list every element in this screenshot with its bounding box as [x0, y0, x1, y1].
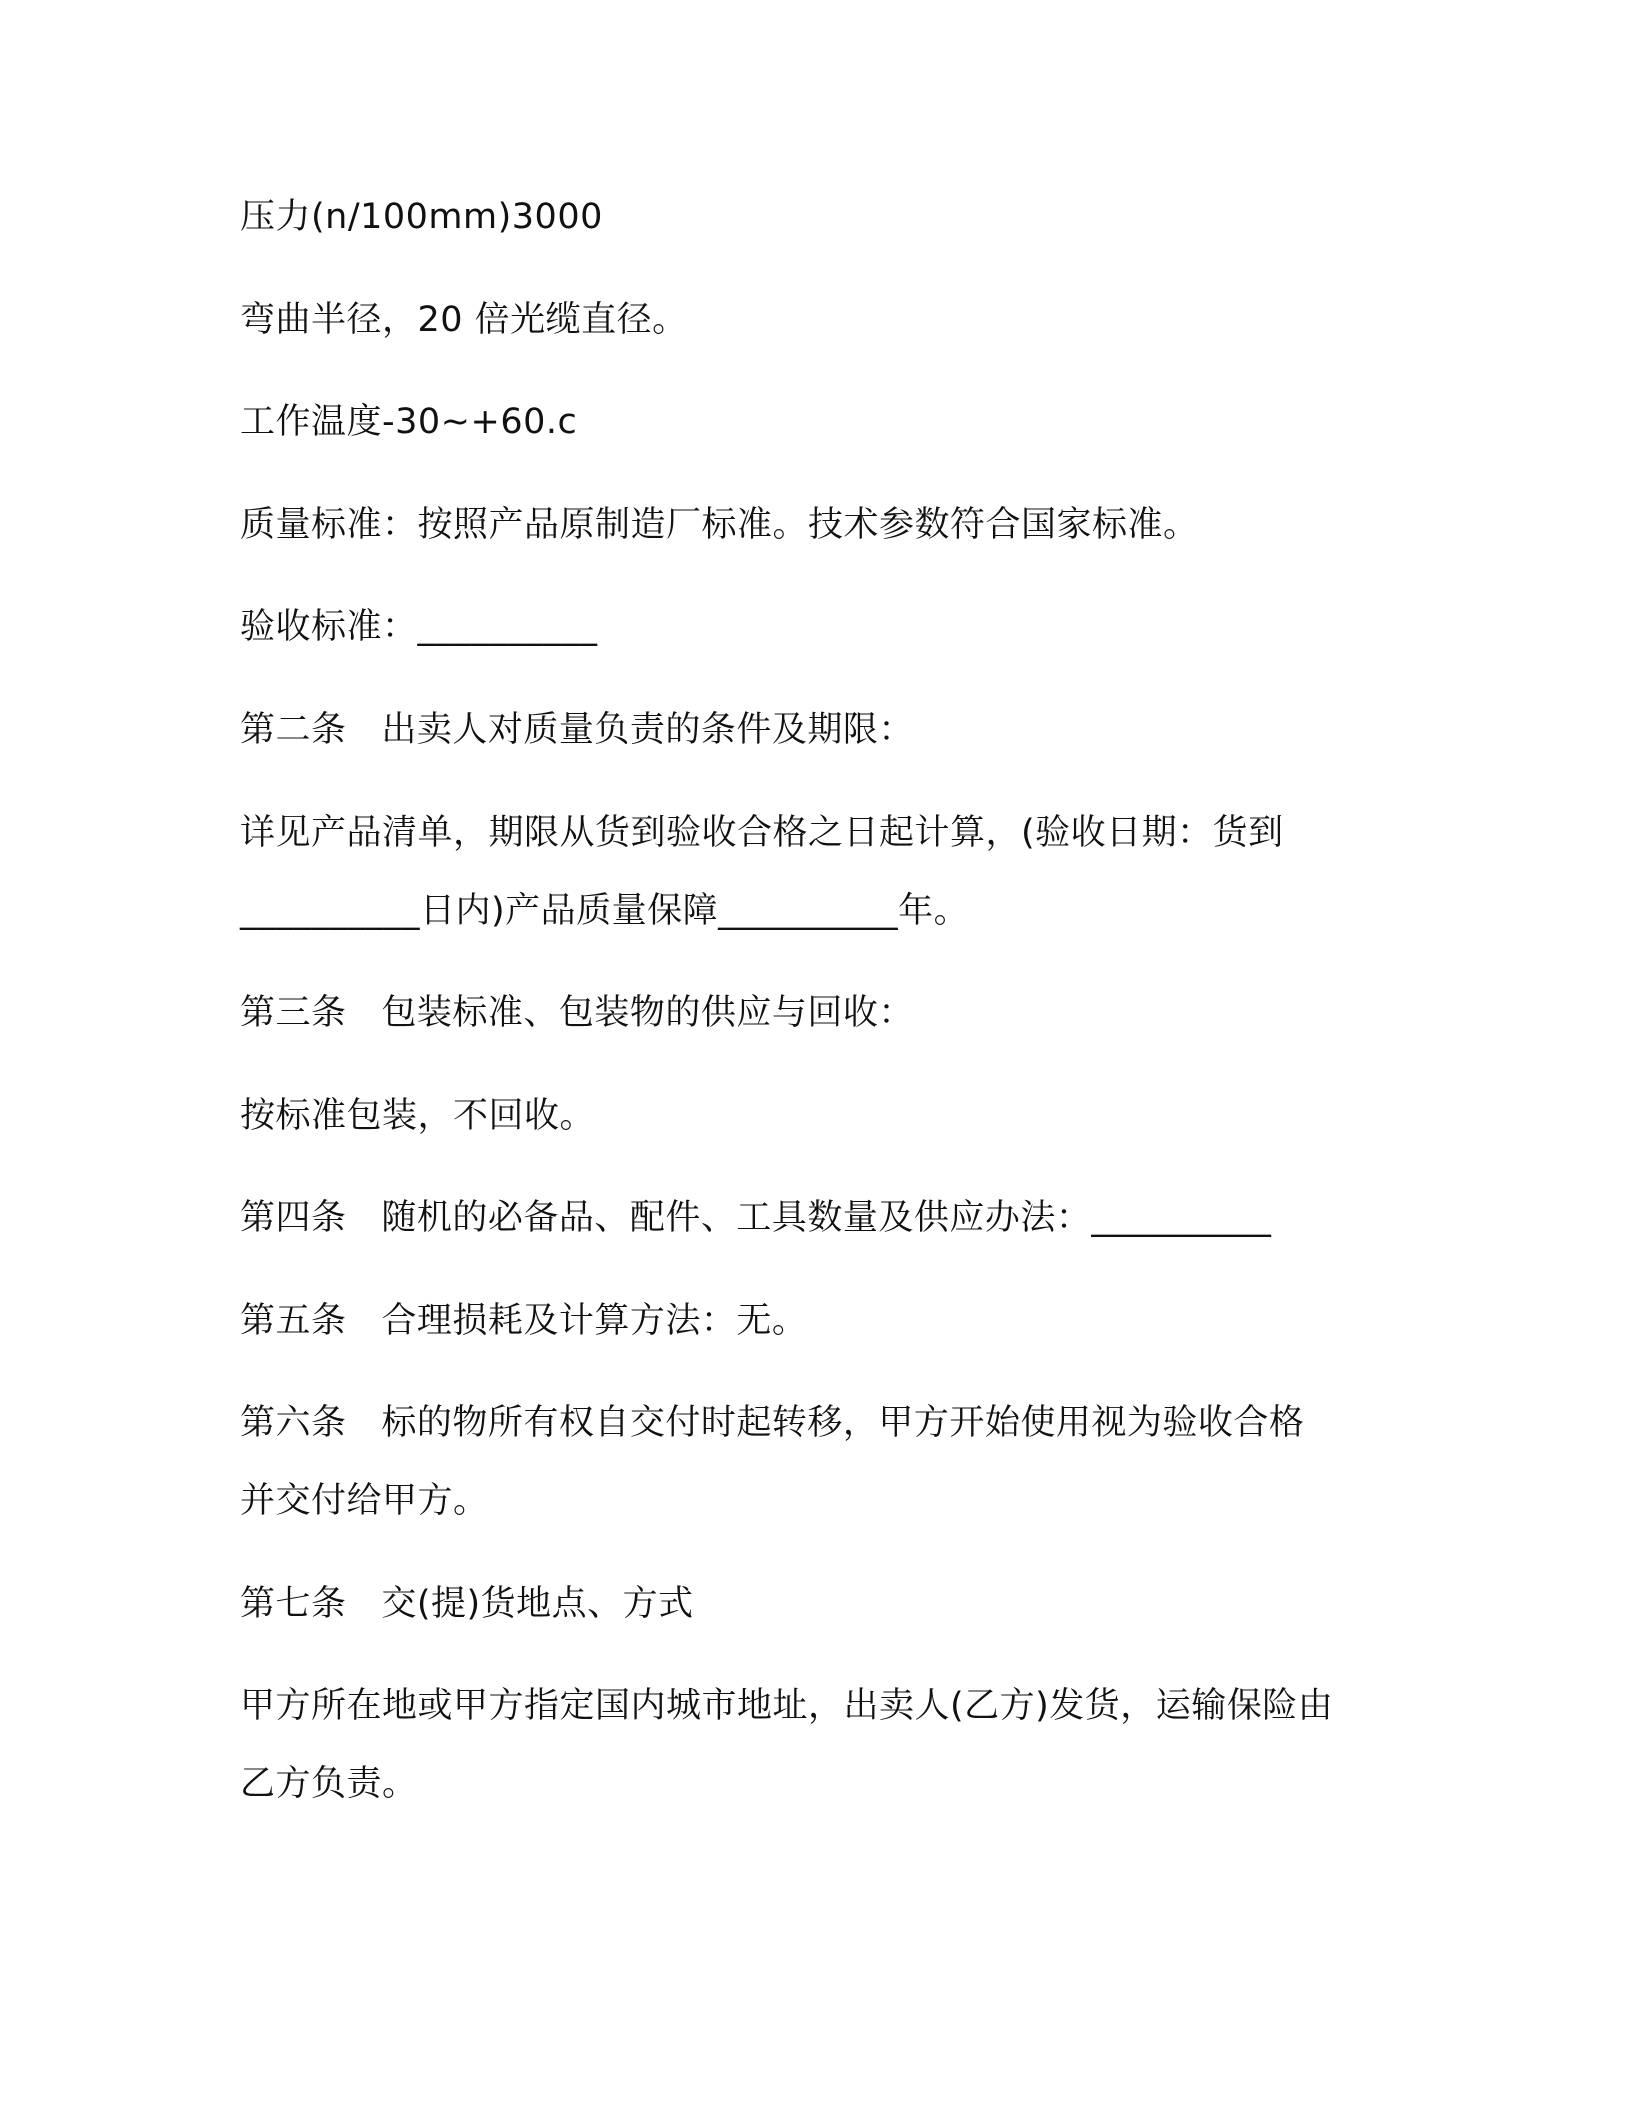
clause-3-text: 按标准包装，不回收。 — [240, 1096, 596, 1136]
clause-2-heading: 第二条 出卖人对质量负责的条件及期限： — [240, 710, 914, 750]
clause-7-text-line-1: 甲方所在地或甲方指定国内城市地址，出卖人(乙方)发货，运输保险由 — [240, 1686, 1334, 1726]
text-line-temperature: 工作温度-30~+60.c — [240, 402, 578, 442]
clause-5-heading: 第五条 合理损耗及计算方法：无。 — [240, 1301, 808, 1341]
clause-7-text-line-2: 乙方负责。 — [240, 1764, 418, 1804]
text-line-acceptance-standard: 验收标准：__________ — [240, 607, 598, 647]
clause-2-text-line-2: __________日内)产品质量保障__________年。 — [240, 891, 970, 931]
text-line-pressure: 压力(n/100mm)3000 — [240, 197, 603, 237]
clause-6-text-line-2: 并交付给甲方。 — [240, 1481, 489, 1521]
clause-3-heading: 第三条 包装标准、包装物的供应与回收： — [240, 993, 914, 1033]
clause-6-text-line-1: 第六条 标的物所有权自交付时起转移，甲方开始使用视为验收合格 — [240, 1403, 1305, 1443]
clause-4-heading: 第四条 随机的必备品、配件、工具数量及供应办法：__________ — [240, 1198, 1272, 1238]
clause-2-text-line-1: 详见产品清单，期限从货到验收合格之日起计算，(验收日期：货到 — [240, 813, 1284, 853]
text-line-quality-standard: 质量标准：按照产品原制造厂标准。技术参数符合国家标准。 — [240, 505, 1199, 545]
clause-7-heading: 第七条 交(提)货地点、方式 — [240, 1584, 694, 1624]
text-line-bend-radius: 弯曲半径，20 倍光缆直径。 — [240, 300, 688, 340]
